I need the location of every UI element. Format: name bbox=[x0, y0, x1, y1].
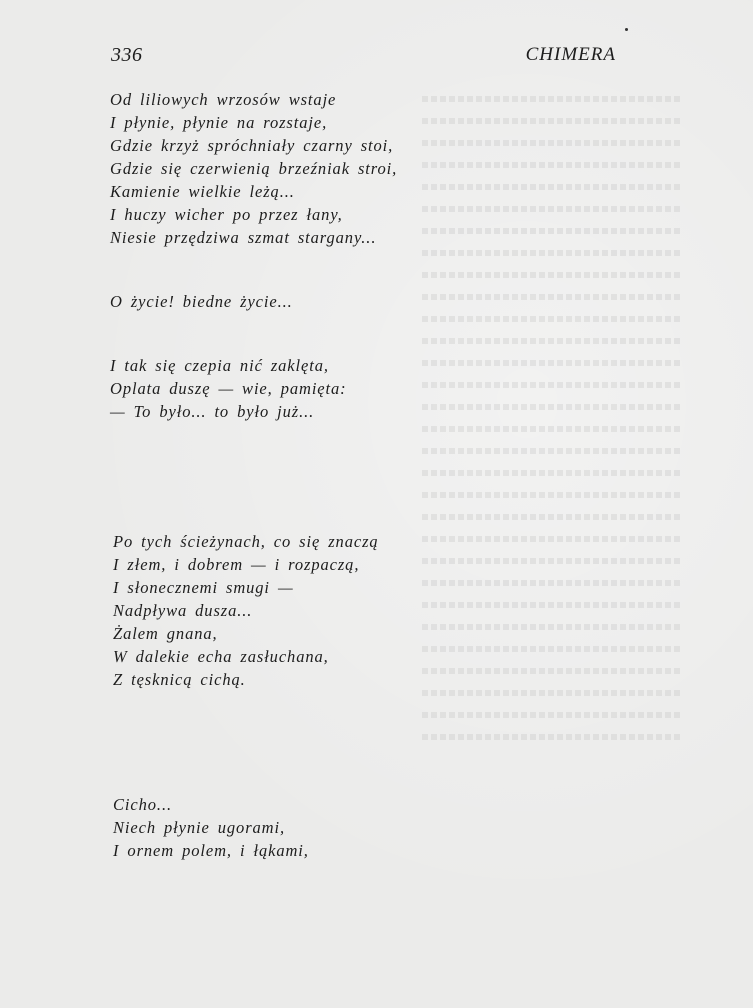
verse-line: Po tych ścieżynach, co się znaczą bbox=[113, 532, 379, 551]
stanza-4 bbox=[113, 530, 379, 691]
verse-line: I słonecznemi smugi — bbox=[113, 578, 294, 597]
stanza-1 bbox=[110, 88, 397, 249]
verse-line: I złem, i dobrem — i rozpaczą, bbox=[113, 555, 360, 574]
verse-line: Oplata duszę — wie, pamięta: bbox=[110, 379, 347, 398]
stanza-5 bbox=[113, 793, 309, 862]
verse-line: O życie! biedne życie... bbox=[110, 292, 293, 311]
verse-line: Gdzie się czerwienią brzeźniak stroi, bbox=[110, 159, 398, 178]
verse-line: Gdzie krzyż spróchniały czarny stoi, bbox=[110, 136, 394, 155]
verse-line: I płynie, płynie na rozstaje, bbox=[110, 113, 328, 132]
verse-line: Kamienie wielkie leżą... bbox=[110, 182, 295, 201]
paper-speck bbox=[625, 28, 628, 31]
stanza-2 bbox=[110, 290, 293, 313]
page-number: 336 bbox=[111, 44, 143, 66]
verse-line: Żalem gnana, bbox=[113, 624, 218, 643]
verse-line: Niesie przędziwa szmat stargany... bbox=[110, 228, 377, 247]
stanza-3 bbox=[110, 354, 347, 423]
verse-line: Z tęsknicą cichą. bbox=[113, 670, 246, 689]
verse-line: — To było... to było już... bbox=[110, 402, 315, 421]
running-title: CHIMERA bbox=[525, 44, 616, 65]
verse-line: Od liliowych wrzosów wstaje bbox=[110, 90, 337, 109]
verse-line: Cicho... bbox=[113, 795, 172, 814]
verse-line: I tak się czepia nić zaklęta, bbox=[110, 356, 329, 375]
verse-line: I huczy wicher po przez łany, bbox=[110, 205, 343, 224]
verse-line: Nadpływa dusza... bbox=[113, 601, 253, 620]
verse-line: W dalekie echa zasłuchana, bbox=[113, 647, 329, 666]
verse-line: Niech płynie ugorami, bbox=[113, 818, 285, 837]
bleed-through-text bbox=[420, 80, 680, 900]
verse-line: I ornem polem, i łąkami, bbox=[113, 841, 309, 860]
